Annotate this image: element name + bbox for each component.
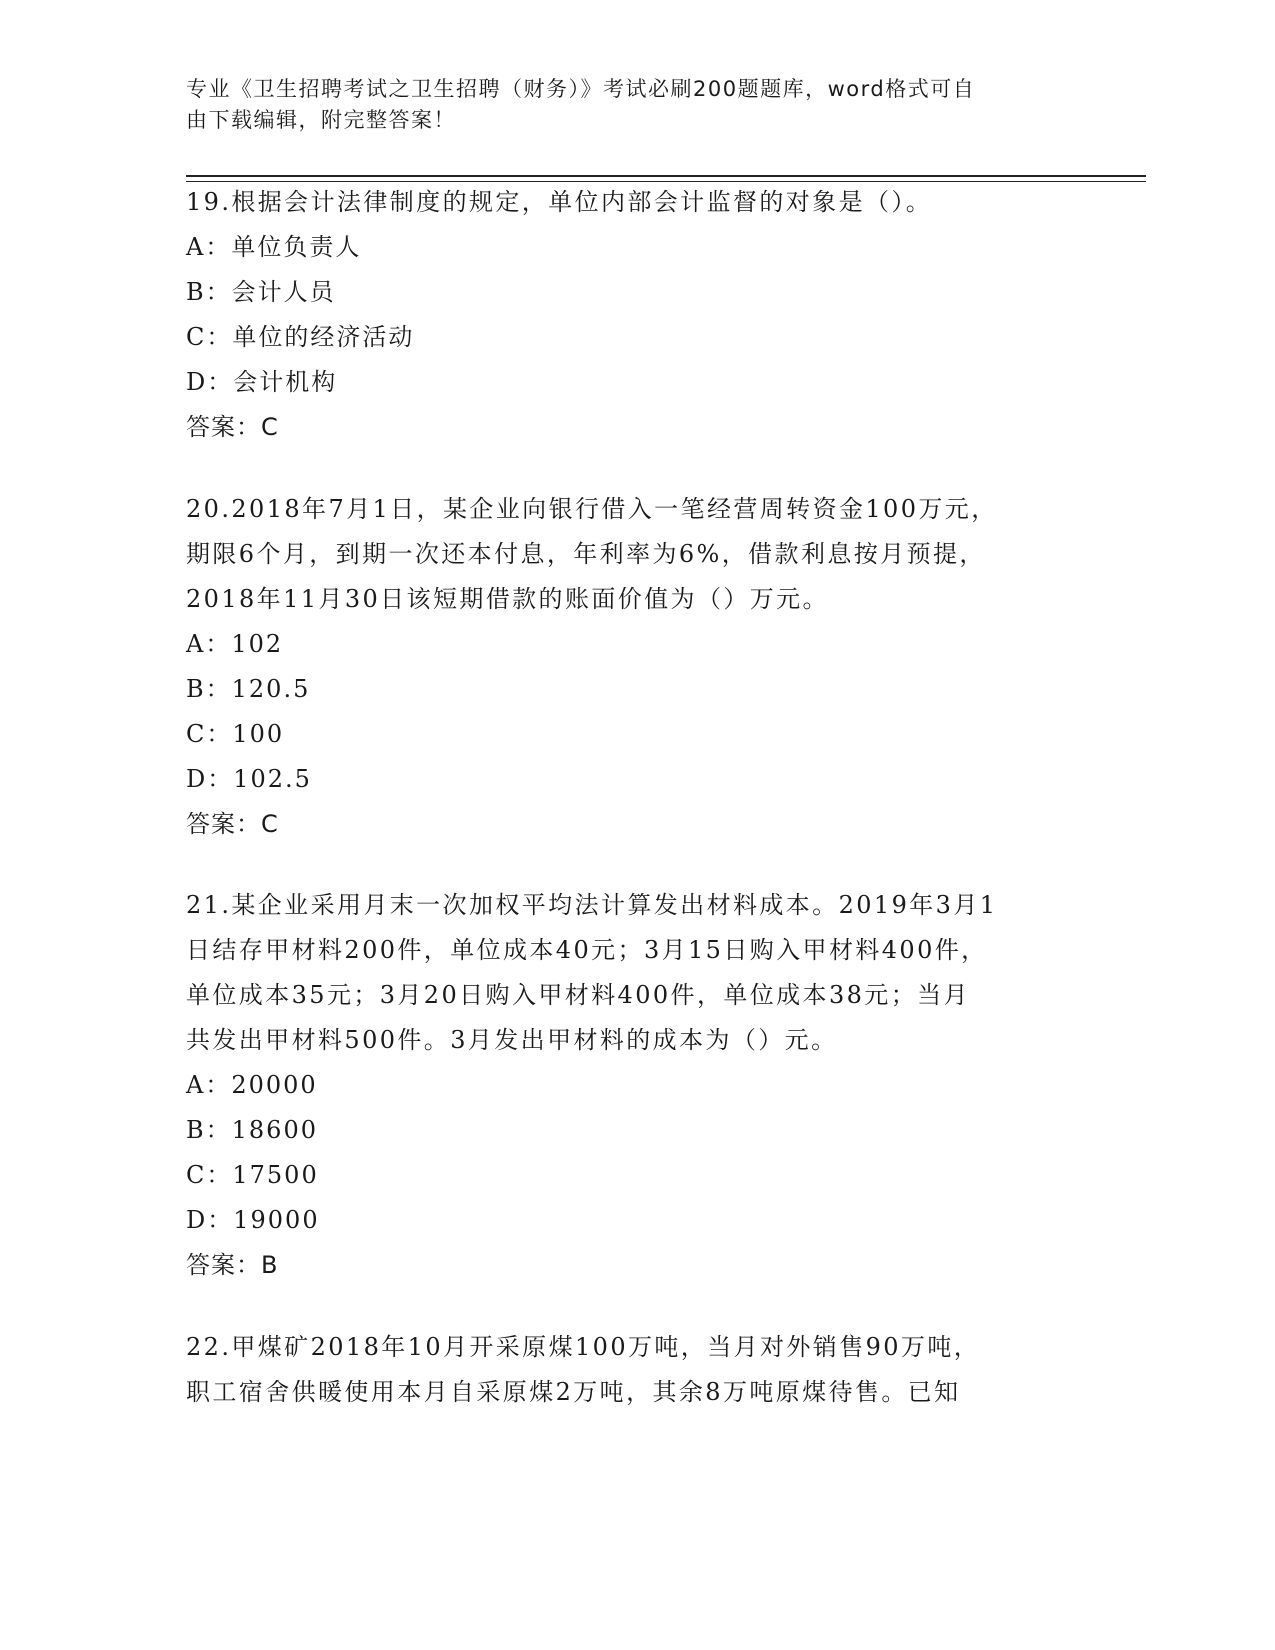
option-c: C：17500 (186, 1161, 319, 1189)
question-stem-line: 20.2018年7月1日，某企业向银行借入一笔经营周转资金100万元， (186, 495, 998, 523)
option-b: B：120.5 (186, 675, 311, 703)
question-stem-line: 单位成本35元；3月20日购入甲材料400件，单位成本38元；当月 (186, 981, 970, 1009)
option-a: A：102 (186, 630, 284, 658)
header-line-2: 由下载编辑，附完整答案！ (186, 108, 456, 132)
question-22 (186, 1325, 1066, 1415)
option-d: D：会计机构 (186, 368, 338, 396)
answer: 答案：C (186, 413, 279, 441)
header-line-1: 专业《卫生招聘考试之卫生招聘（财务）》考试必刷200题题库，word格式可自 (186, 77, 976, 101)
question-20 (186, 487, 1066, 847)
option-d: D：102.5 (186, 765, 312, 793)
option-d: D：19000 (186, 1206, 320, 1234)
option-b: B：18600 (186, 1116, 318, 1144)
answer: 答案：C (186, 810, 279, 838)
question-19 (186, 180, 1066, 450)
option-a: A：20000 (186, 1071, 318, 1099)
question-stem-line: 19.根据会计法律制度的规定，单位内部会计监督的对象是（）。 (186, 188, 933, 216)
question-stem-line: 22.甲煤矿2018年10月开采原煤100万吨，当月对外销售90万吨， (186, 1333, 981, 1361)
option-b: B：会计人员 (186, 278, 336, 306)
question-stem-line: 共发出甲材料500件。3月发出甲材料的成本为（）元。 (186, 1026, 838, 1054)
question-stem-line: 2018年11月30日该短期借款的账面价值为（）万元。 (186, 585, 829, 613)
question-stem-line: 日结存甲材料200件，单位成本40元；3月15日购入甲材料400件， (186, 936, 988, 964)
option-c: C：单位的经济活动 (186, 323, 415, 351)
answer: 答案：B (186, 1251, 279, 1279)
option-a: A：单位负责人 (186, 233, 362, 261)
header-divider-thick (186, 175, 1146, 177)
question-21 (186, 883, 1066, 1288)
option-c: C：100 (186, 720, 285, 748)
question-stem-line: 期限6个月，到期一次还本付息，年利率为6%，借款利息按月预提， (186, 540, 986, 568)
document-header (186, 74, 1076, 136)
question-stem-line: 21.某企业采用月末一次加权平均法计算发出材料成本。2019年3月1 (186, 891, 998, 919)
question-stem-line: 职工宿舍供暖使用本月自采原煤2万吨，其余8万吨原煤待售。已知 (186, 1378, 961, 1406)
